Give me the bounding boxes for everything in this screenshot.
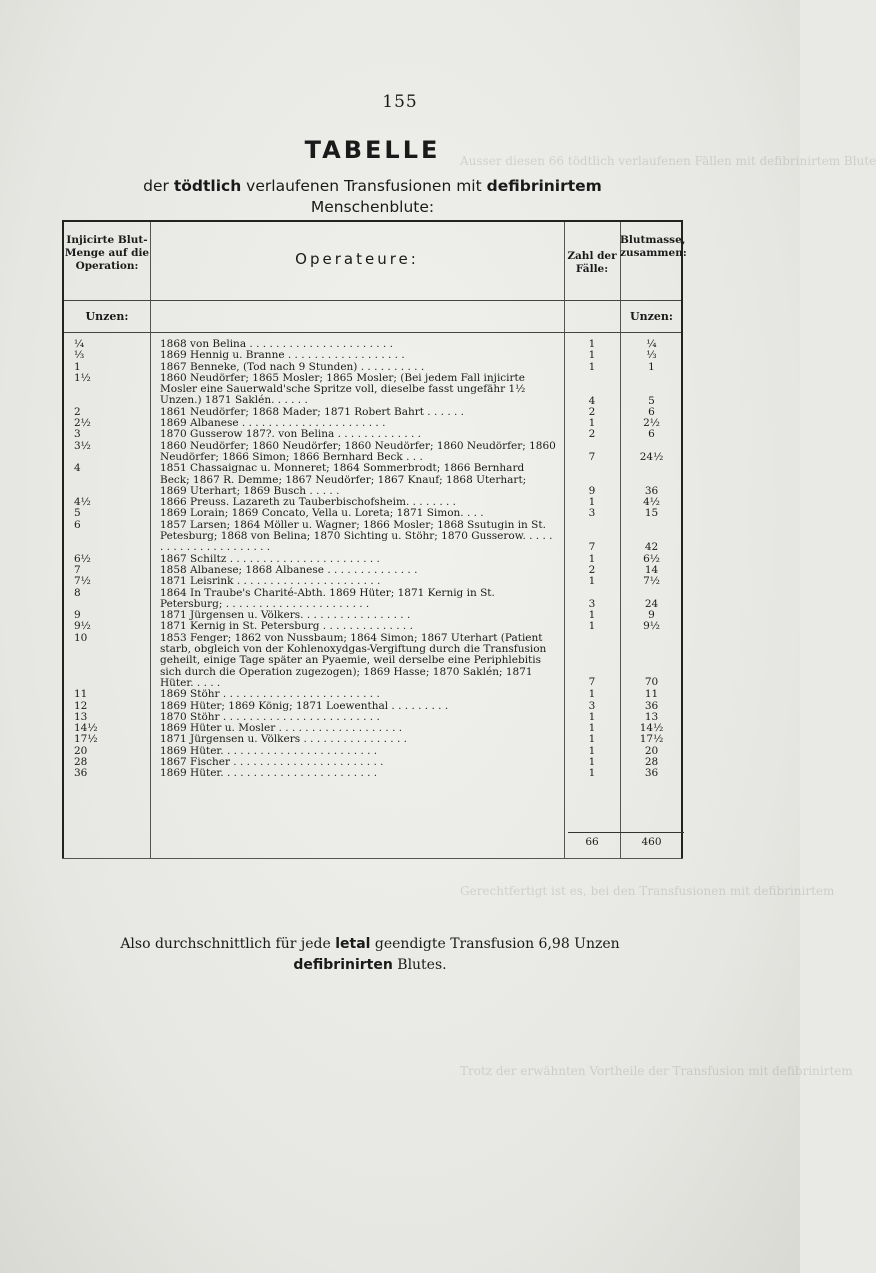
sum-rule: [568, 832, 684, 833]
header-blood-amount: Injicirte Blut-Menge auf die Operation:: [64, 234, 150, 272]
case-count-cell: 1: [588, 722, 596, 735]
blood-amount-cell: 1: [74, 360, 81, 373]
blood-mass-cell: 6: [648, 405, 655, 418]
operators-cell: 1870 Gusserow 187?. von Belina . . . . . . . . . . . . .: [160, 428, 422, 441]
table-row: [64, 463, 683, 497]
blood-amount-cell: 14½: [74, 722, 98, 735]
blood-amount-cell: 9½: [74, 620, 91, 633]
case-count-cell: 2: [588, 428, 596, 441]
show-through-text: Trotz der erwähnten Vortheile der Transfusion mit defibrinirtem: [460, 1064, 853, 1078]
header-operators: Operateure:: [295, 250, 419, 268]
blood-mass-cell: 20: [644, 744, 659, 757]
operators-cell: 1861 Neudörfer; 1868 Mader; 1871 Robert Bahrt . . . . . .: [160, 405, 465, 418]
table-subtitle: der tödtlich verlaufenen Transfusionen mit defibrinirtem Menschenblute:: [143, 177, 602, 216]
blood-amount-cell: 13: [74, 710, 88, 723]
blood-mass-cell: 24½: [639, 451, 664, 464]
table-row: [64, 768, 683, 779]
blood-amount-cell: 8: [74, 586, 81, 599]
case-count-cell: 3: [588, 598, 596, 611]
blood-amount-cell: 28: [74, 755, 88, 768]
transfusion-table: [62, 220, 687, 858]
blood-amount-cell: 4½: [74, 496, 91, 509]
operators-cell: 1871 Jürgensen u. Völkers . . . . . . . . . . . . . . . .: [160, 733, 407, 746]
table-row: [64, 689, 683, 700]
blood-mass-cell: 4½: [643, 496, 660, 509]
blood-amount-cell: 9: [74, 609, 81, 622]
blood-amount-cell: 3½: [74, 439, 91, 452]
unit-label-right: Unzen:: [630, 310, 673, 323]
total-count: 66: [585, 836, 599, 848]
case-count-cell: 1: [588, 417, 596, 430]
case-count-cell: 1: [588, 575, 596, 588]
table-row: [64, 576, 683, 587]
case-count-cell: 7: [588, 676, 596, 689]
header-rule: [64, 300, 681, 301]
blood-amount-cell: 7: [74, 563, 81, 576]
operators-cell: 1866 Preuss. Lazareth zu Tauberbischofsheim. . . . . . . .: [160, 496, 457, 509]
blood-amount-cell: 17½: [74, 733, 98, 746]
blood-mass-cell: 6: [648, 428, 655, 441]
case-count-cell: 1: [588, 349, 596, 362]
blood-mass-cell: 36: [644, 699, 659, 712]
blood-mass-cell: 1: [648, 360, 655, 373]
page-number: 155: [382, 92, 418, 112]
operators-cell: 1869 Albanese . . . . . . . . . . . . . . . . . . . . . .: [160, 417, 386, 430]
case-count-cell: 7: [588, 451, 596, 464]
blood-mass-cell: 5: [648, 394, 655, 407]
blood-mass-cell: 15: [644, 507, 659, 520]
blood-mass-cell: 2½: [643, 417, 660, 430]
operators-cell: 1853 Fenger; 1862 von Nussbaum; 1864 Simon; 1867 Uterhart (Patient starb, obgleich von der Kohlenoxydgas-Vergiftung durch die Transfusion geheilt, einige Tage später an Pyaemie, weil derselbe eine Periphlebitis sich durch die Operation zugezogen); 1869 Hasse; 1870 Saklén; 1871 Hüter. . . . .: [160, 631, 547, 689]
blood-mass-cell: 28: [644, 755, 659, 768]
case-count-cell: 1: [588, 360, 596, 373]
case-count-cell: 2: [588, 405, 596, 418]
blood-amount-cell: 11: [74, 688, 88, 701]
case-count-cell: 1: [588, 767, 596, 780]
case-count-cell: 1: [588, 744, 596, 757]
operators-cell: 1869 Stöhr . . . . . . . . . . . . . . . . . . . . . . . .: [160, 688, 380, 701]
blood-mass-cell: 36: [644, 484, 659, 497]
operators-cell: 1868 von Belina . . . . . . . . . . . . . . . . . . . . . .: [160, 338, 393, 350]
show-through-text: Ausser diesen 66 tödtlich verlaufenen Fällen mit defibrinirtem Blute: [460, 154, 876, 168]
case-count-cell: 1: [588, 733, 596, 746]
blood-mass-cell: ⅓: [646, 349, 657, 362]
unit-rule: [64, 332, 681, 333]
operators-cell: 1860 Neudörfer; 1860 Neudörfer; 1860 Neudörfer; 1860 Neudörfer; 1860 Neudörfer; 1866 Simon; 1866 Bernhard Beck . . .: [160, 439, 556, 463]
summary-text: Also durchschnittlich für jede letal geendigte Transfusion 6,98 Unzen defibrinirten Blutes.: [120, 936, 620, 973]
operators-cell: 1869 Hüter; 1869 König; 1871 Loewenthal . . . . . . . . .: [160, 699, 449, 712]
show-through-text: Gerechtfertigt ist es, bei den Transfusionen mit defibrinirtem: [460, 884, 835, 898]
blood-mass-cell: 36: [644, 767, 659, 780]
blood-mass-cell: 11: [644, 688, 659, 701]
blood-amount-cell: ¼: [74, 338, 85, 350]
operators-cell: 1857 Larsen; 1864 Möller u. Wagner; 1866 Mosler; 1868 Ssutugin in St. Petesburg; 1868 von Belina; 1870 Sichting u. Stöhr; 1870 Gusserow. . . . . . . . . . . . . . . . . . . . . .: [160, 518, 553, 554]
case-count-cell: 3: [588, 699, 596, 712]
case-count-cell: 1: [588, 688, 596, 701]
operators-cell: 1864 In Traube's Charité-Abth. 1869 Hüter; 1871 Kernig in St. Petersburg; . . . . . . . . . . . . . . . . . . . . . .: [160, 586, 495, 610]
table-title: TABELLE: [304, 136, 441, 164]
blood-amount-cell: 2: [74, 405, 81, 418]
case-count-cell: 3: [588, 507, 596, 520]
table-row: [64, 520, 683, 554]
header-case-count: Zahl der Fälle:: [567, 250, 617, 275]
table-row: [64, 588, 683, 611]
blood-amount-cell: ⅓: [74, 349, 85, 362]
case-count-cell: 9: [588, 484, 596, 497]
operators-cell: 1867 Benneke, (Tod nach 9 Stunden) . . . . . . . . . .: [160, 360, 425, 373]
blood-amount-cell: 5: [74, 507, 81, 520]
table-row: [64, 350, 683, 361]
blood-mass-cell: 17½: [639, 733, 664, 746]
blood-mass-cell: 24: [644, 598, 659, 611]
table-row: [64, 734, 683, 745]
operators-cell: 1867 Schiltz . . . . . . . . . . . . . . . . . . . . . . .: [160, 552, 380, 565]
case-count-cell: 1: [588, 609, 596, 622]
operators-cell: 1869 Hüter u. Mosler . . . . . . . . . . . . . . . . . . .: [160, 722, 403, 735]
total-mass: 460: [641, 836, 662, 848]
blood-mass-cell: 13: [644, 710, 659, 723]
blood-amount-cell: 6: [74, 518, 81, 531]
blood-amount-cell: 36: [74, 767, 88, 780]
blood-amount-cell: 6½: [74, 552, 91, 565]
operators-cell: 1870 Stöhr . . . . . . . . . . . . . . . . . . . . . . . .: [160, 710, 380, 723]
case-count-cell: 1: [588, 338, 596, 350]
header-blood-mass: Blutmasse, zusammen:: [620, 234, 687, 259]
operators-cell: 1869 Hüter. . . . . . . . . . . . . . . . . . . . . . . .: [160, 744, 378, 757]
table-row: [64, 633, 683, 689]
blood-mass-cell: 14½: [639, 722, 664, 735]
blood-amount-cell: 20: [74, 744, 88, 757]
table-body: [64, 339, 683, 780]
operators-cell: 1871 Jürgensen u. Völkers. . . . . . . . . . . . . . . . .: [160, 609, 411, 622]
unit-label-left: Unzen:: [85, 310, 129, 323]
operators-cell: 1871 Kernig in St. Petersburg . . . . . . . . . . . . . .: [160, 620, 413, 633]
blood-mass-cell: 9: [648, 609, 655, 622]
blood-mass-cell: 7½: [643, 575, 660, 588]
case-count-cell: 1: [588, 755, 596, 768]
table-row: [64, 429, 683, 440]
operators-cell: 1867 Fischer . . . . . . . . . . . . . . . . . . . . . . .: [160, 755, 384, 768]
case-count-cell: 7: [588, 541, 596, 554]
case-count-cell: 1: [588, 552, 596, 565]
blood-amount-cell: 7½: [74, 575, 91, 588]
blood-amount-cell: 1½: [74, 371, 91, 384]
operators-cell: 1869 Hennig u. Branne . . . . . . . . . . . . . . . . . .: [160, 349, 405, 362]
blood-mass-cell: 9½: [643, 620, 660, 633]
table-bottom-rule: [62, 858, 683, 859]
case-count-cell: 2: [588, 563, 596, 576]
blood-mass-cell: 70: [644, 676, 659, 689]
operators-cell: 1851 Chassaignac u. Monneret; 1864 Sommerbrodt; 1866 Bernhard Beck; 1867 R. Demme; 1867 Neudörfer; 1867 Knauf; 1868 Uterhart; 1869 Uterhart; 1869 Busch . . . . .: [160, 462, 527, 497]
case-count-cell: 1: [588, 710, 596, 723]
blood-amount-cell: 12: [74, 699, 88, 712]
blood-amount-cell: 4: [74, 462, 81, 475]
case-count-cell: 1: [588, 620, 596, 633]
blood-mass-cell: 42: [644, 541, 659, 554]
blood-amount-cell: 3: [74, 428, 81, 441]
operators-cell: 1869 Hüter. . . . . . . . . . . . . . . . . . . . . . . .: [160, 767, 378, 780]
operators-cell: 1858 Albanese; 1868 Albanese . . . . . . . . . . . . . .: [160, 563, 418, 576]
operators-cell: 1869 Lorain; 1869 Concato, Vella u. Loreta; 1871 Simon. . . .: [160, 507, 484, 520]
blood-mass-cell: ¼: [646, 338, 657, 350]
case-count-cell: 1: [588, 496, 596, 509]
operators-cell: 1860 Neudörfer; 1865 Mosler; 1865 Mosler; (Bei jedem Fall injicirte Mosler eine Sauerwald'sche Spritze voll, dieselbe fasst ungefähr 1½ Unzen.) 1871 Saklén. . . . . .: [160, 371, 526, 407]
blood-mass-cell: 6½: [643, 552, 660, 565]
table-row: [64, 373, 683, 407]
case-count-cell: 4: [588, 394, 596, 407]
blood-amount-cell: 2½: [74, 417, 91, 430]
operators-cell: 1871 Leisrink . . . . . . . . . . . . . . . . . . . . . .: [160, 575, 381, 588]
blood-mass-cell: 14: [644, 563, 659, 576]
blood-amount-cell: 10: [74, 631, 88, 644]
table-row: [64, 441, 683, 464]
